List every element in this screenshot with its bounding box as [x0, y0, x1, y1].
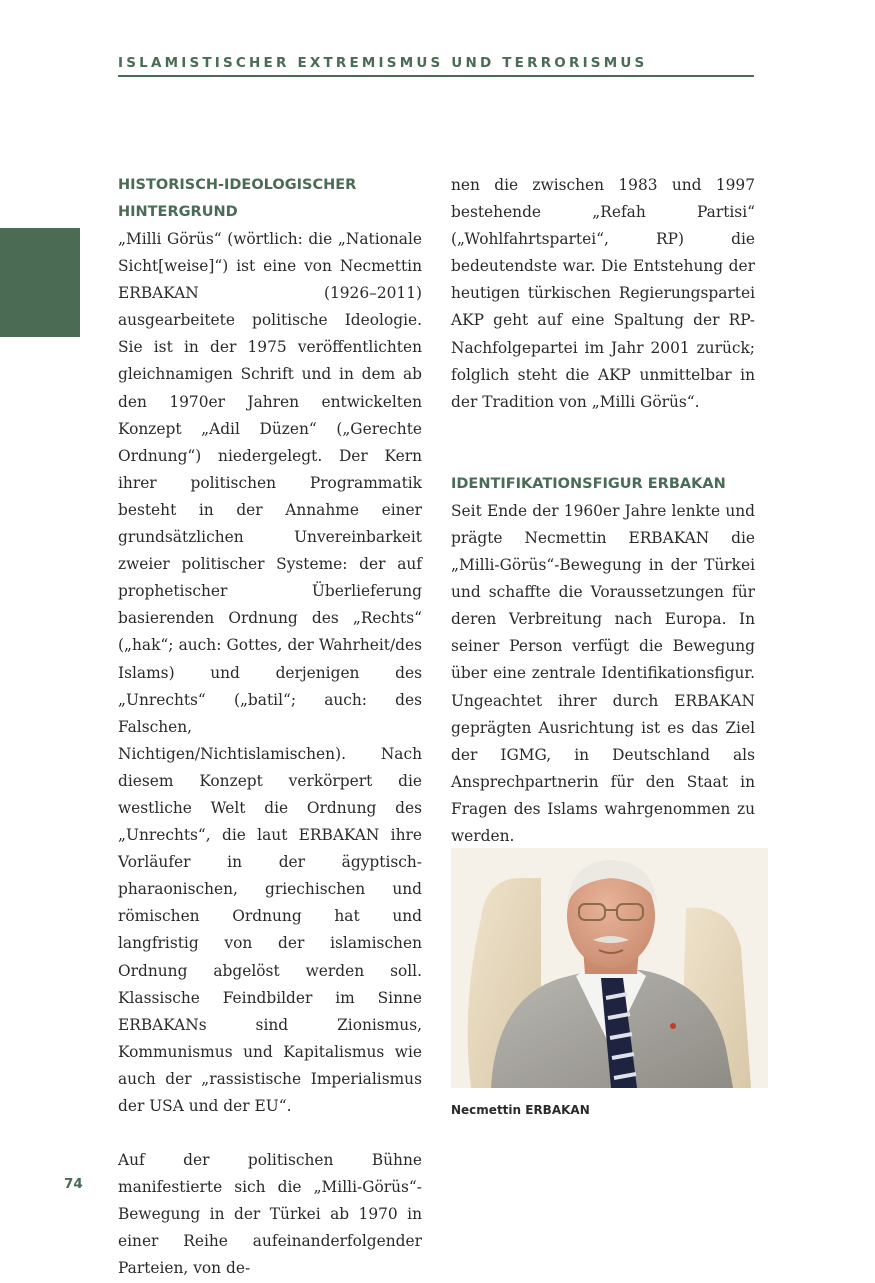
- body-paragraph-erbakan: Seit Ende der 1960er Jahre lenkte und prägte Necmettin ERBAKAN die „Milli-Görüs“-Bewegung in der Türkei und schaffte die Voraussetzungen für deren Verbreitung nach Europa. In seiner Person verfügt die Bewegung über eine zentrale Identifikationsfigur. Ungeachtet ihrer durch ERBAKAN geprägten Ausrichtung ist es das Ziel der IGMG, in Deutschland als Ansprechpartnerin für den Staat in Fragen des Islams wahrgenommen zu werden.: [451, 501, 755, 845]
- paragraph-spacer: [118, 1120, 422, 1147]
- portrait-photo: [451, 848, 768, 1088]
- heading-line-1: HISTORISCH-IDEOLOGISCHER: [118, 177, 357, 193]
- chapter-side-tab: [0, 228, 80, 337]
- heading-line-2: HINTERGRUND: [118, 204, 238, 220]
- section-heading-historisch: [118, 172, 422, 226]
- body-paragraph-continued: nen die zwischen 1983 und 1997 bestehende „Refah Partisi“ („Wohlfahrtspartei“, RP) die bedeutendste war. Die Entstehung der heutigen türkischen Regierungspartei AKP geht auf eine Spaltung der RP-Nachfolgepartei im Jahr 2001 zurück; folglich steht die AKP unmittelbar in der Tradition von „Milli Görüs“.: [451, 176, 755, 411]
- running-header-title: ISLAMISTISCHER EXTREMISMUS UND TERRORISMUS: [118, 55, 648, 71]
- header-rule: [118, 75, 754, 77]
- body-paragraph-1: „Milli Görüs“ (wörtlich: die „Nationale Sicht[weise]“) ist eine von Necmettin ERBAKAN (1926–2011) ausgearbeitete politische Ideologie. Sie ist in der 1975 veröffentlichten gleichnamigen Schrift und in dem ab den 1970er Jahren entwickelten Konzept „Adil Düzen“ („Gerechte Ordnung“) niedergelegt. Der Kern ihrer politischen Programmatik besteht in der Annahme einer grundsätzlichen Unvereinbarkeit zweier politischer Systeme: der auf prophetischer Überlieferung basierenden Ordnung des „Rechts“ („hak“; auch: Gottes, der Wahrheit/des Islams) und derjenigen des „Unrechts“ („batil“; auch: des Falschen, Nichtigen/Nichtislamischen). Nach diesem Konzept verkörpert die westliche Welt die Ordnung des „Unrechts“, die laut ERBAKAN ihre Vorläufer in der ägyptisch-pharaonischen, griechischen und römischen Ordnung hat und langfristig von der islamischen Ordnung abgelöst werden soll. Klassische Feindbilder im Sinne ERBAKANs sind Zionismus, Kommunismus und Kapitalismus wie auch der „rassistische Imperialismus der USA und der EU“.: [118, 230, 422, 1115]
- right-column: [451, 172, 755, 850]
- photo-caption: Necmettin ERBAKAN: [451, 1103, 590, 1117]
- body-paragraph-2: Auf der politischen Bühne manifestierte sich die „Milli-Görüs“-Bewegung in der Türkei ab 1970 in einer Reihe aufeinanderfolgender Parteien, von de-: [118, 1151, 422, 1278]
- page-number: 74: [64, 1176, 83, 1192]
- section-heading-identifikationsfigur: IDENTIFIKATIONSFIGUR ERBAKAN: [451, 475, 726, 492]
- left-column: [118, 172, 422, 1283]
- portrait-illustration: [451, 848, 768, 1088]
